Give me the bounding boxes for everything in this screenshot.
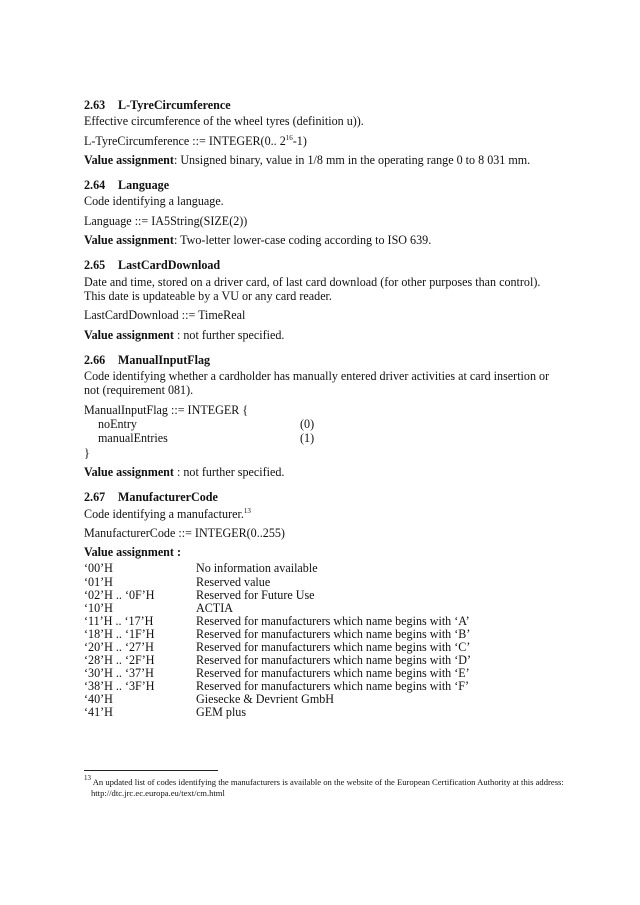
asn-close: } xyxy=(84,445,90,460)
asn-definition xyxy=(84,134,564,148)
section-number: 2.67 xyxy=(84,490,106,505)
code-row xyxy=(84,589,471,602)
footnote-marker: 13 xyxy=(84,774,91,782)
value-assignment xyxy=(84,233,564,247)
section-2-66 xyxy=(84,353,564,479)
section-number: 2.63 xyxy=(84,98,106,112)
value-assignment-label: Value assignment xyxy=(84,545,174,560)
code-meaning: Reserved for manufacturers which name begins with ‘A’ xyxy=(196,613,470,628)
section-description xyxy=(84,507,564,521)
section-description: Code identifying a language. xyxy=(84,194,224,209)
code-value: ‘28’H .. ‘2F’H xyxy=(84,653,155,668)
value-assignment-text: : not further specified. xyxy=(173,464,285,479)
code-value: ‘20’H .. ‘27’H xyxy=(84,639,154,654)
value-assignment xyxy=(84,153,564,167)
asn-entry-value: (1) xyxy=(300,431,315,446)
section-2-64 xyxy=(84,178,564,247)
footnote xyxy=(84,774,564,799)
code-row xyxy=(84,562,471,575)
code-value: ‘18’H .. ‘1F’H xyxy=(84,626,155,641)
code-row xyxy=(84,693,471,706)
asn-definition: Language ::= IA5String(SIZE(2)) xyxy=(84,213,248,228)
code-value: ‘01’H xyxy=(84,574,113,589)
value-assignment-text: : Unsigned binary, value in 1/8 mm in the operating range 0 to 8 031 mm. xyxy=(173,152,531,167)
asn-prefix: L-TyreCircumference ::= INTEGER(0.. 2 xyxy=(84,133,286,148)
value-assignment-label: Value assignment xyxy=(84,464,174,479)
section-number: 2.66 xyxy=(84,352,106,367)
asn-entry-name: manualEntries xyxy=(98,431,168,446)
code-row xyxy=(84,706,471,719)
section-title: LastCardDownload xyxy=(118,258,221,273)
code-value: ‘40’H xyxy=(84,692,113,707)
code-value: ‘11’H .. ‘17’H xyxy=(84,613,154,628)
section-heading xyxy=(84,178,564,192)
code-value: ‘41’H xyxy=(84,705,113,720)
section-heading xyxy=(84,98,564,112)
value-assignment xyxy=(84,328,564,342)
section-heading xyxy=(84,490,564,504)
code-meaning: Giesecke & Devrient GmbH xyxy=(196,692,335,707)
document-body xyxy=(84,98,564,731)
code-meaning: GEM plus xyxy=(196,705,247,720)
value-assignment-label: Value assignment xyxy=(84,152,174,167)
asn-definition: LastCardDownload ::= TimeReal xyxy=(84,308,246,323)
section-2-67 xyxy=(84,490,564,719)
footnote-divider xyxy=(84,770,218,771)
asn-definition: ManufacturerCode ::= INTEGER(0..255) xyxy=(84,525,285,540)
code-value: ‘10’H xyxy=(84,600,113,615)
code-row xyxy=(84,615,471,628)
value-assignment-label: Value assignment xyxy=(84,327,174,342)
code-meaning: Reserved for manufacturers which name begins with ‘C’ xyxy=(196,639,471,654)
section-title: Language xyxy=(118,178,170,193)
code-meaning: Reserved for manufacturers which name begins with ‘F’ xyxy=(196,679,470,694)
section-description: Date and time, stored on a driver card, of last card download (for other purposes than control). This date is updateable by a VU or any card reader. xyxy=(84,274,541,303)
asn-entry xyxy=(84,431,564,445)
code-row xyxy=(84,576,471,589)
section-title: ManufacturerCode xyxy=(118,490,218,505)
manufacturer-code-table xyxy=(84,562,471,719)
section-heading xyxy=(84,258,564,272)
code-meaning: Reserved value xyxy=(196,574,271,589)
code-value: ‘38’H .. ‘3F’H xyxy=(84,679,155,694)
value-assignment-text: : xyxy=(173,545,181,560)
section-number: 2.65 xyxy=(84,258,106,273)
value-assignment-label: Value assignment xyxy=(84,233,174,248)
code-value: ‘02’H .. ‘0F’H xyxy=(84,587,155,602)
code-row xyxy=(84,602,471,615)
section-description: Code identifying whether a cardholder has manually entered driver activities at card insertion or not (requirement 081). xyxy=(84,369,550,398)
asn-definition xyxy=(84,403,564,460)
section-number: 2.64 xyxy=(84,178,106,193)
code-table-body xyxy=(84,562,471,719)
asn-exponent: 16 xyxy=(285,133,293,142)
value-assignment-text: : not further specified. xyxy=(173,327,285,342)
value-assignment xyxy=(84,465,564,479)
asn-entry xyxy=(84,417,564,431)
section-title: ManualInputFlag xyxy=(118,352,211,367)
section-title: L-TyreCircumference xyxy=(118,98,231,112)
code-meaning: Reserved for Future Use xyxy=(196,587,315,602)
asn-suffix: -1) xyxy=(292,133,307,148)
section-2-63 xyxy=(84,98,564,167)
section-description: Effective circumference of the wheel tyres (definition u)). xyxy=(84,114,364,129)
asn-open: ManualInputFlag ::= INTEGER { xyxy=(84,402,249,417)
code-meaning: ACTIA xyxy=(196,600,233,615)
code-value: ‘00’H xyxy=(84,561,113,576)
value-assignment-text: : Two-letter lower-case coding according to ISO 639. xyxy=(173,233,432,248)
footnote-body xyxy=(84,774,564,799)
code-meaning: Reserved for manufacturers which name begins with ‘D’ xyxy=(196,653,472,668)
code-meaning: Reserved for manufacturers which name begins with ‘B’ xyxy=(196,626,471,641)
section-2-65 xyxy=(84,258,564,341)
footnote-text: An updated list of codes identifying the manufacturers is available on the website of the European Certification Authority at this address: http://dtc.jrc.ec.europa.eu/text/cm.html xyxy=(91,777,564,798)
description-text: Code identifying a manufacturer. xyxy=(84,506,244,521)
section-heading xyxy=(84,353,564,367)
code-value: ‘30’H .. ‘37’H xyxy=(84,666,154,681)
asn-entry-value: (0) xyxy=(300,417,315,432)
code-meaning: No information available xyxy=(196,561,318,576)
code-meaning: Reserved for manufacturers which name begins with ‘E’ xyxy=(196,666,470,681)
value-assignment xyxy=(84,545,564,559)
footnote-reference: 13 xyxy=(243,506,251,515)
asn-entry-name: noEntry xyxy=(98,417,137,432)
